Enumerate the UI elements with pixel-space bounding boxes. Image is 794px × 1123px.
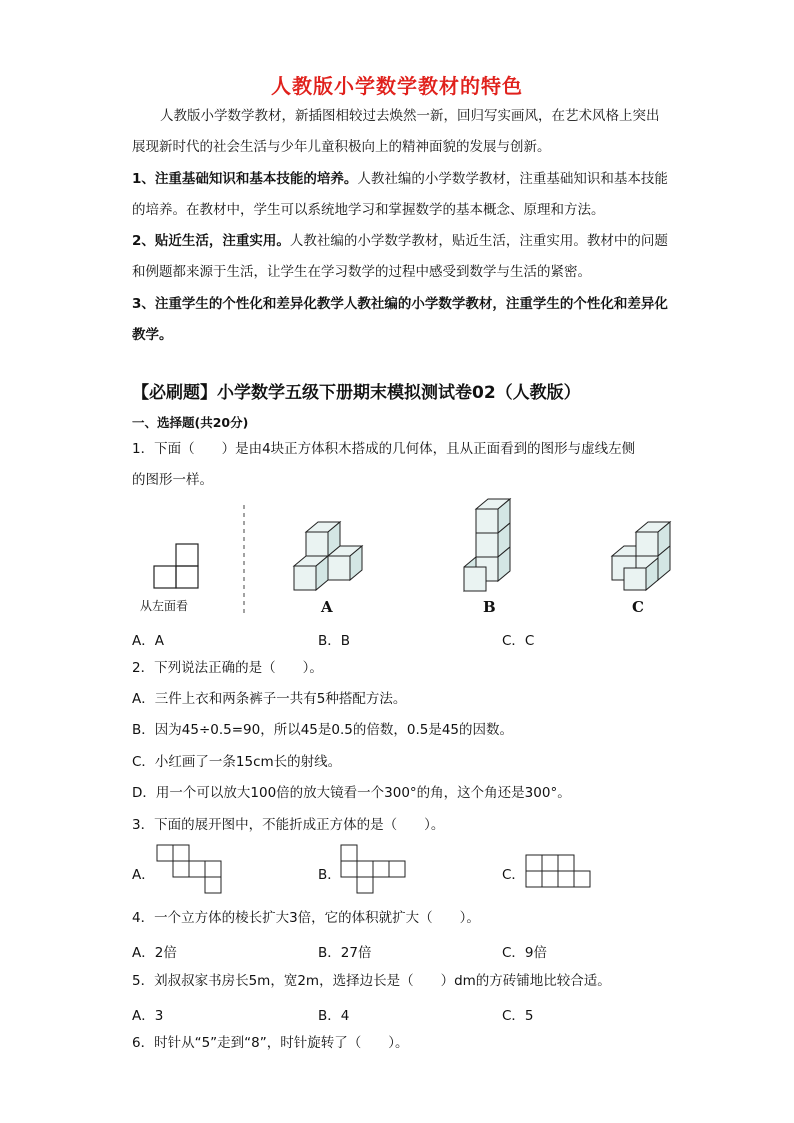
feature-item-3: 3、注重学生的个性化和差异化教学人教社编的小学数学教材，注重学生的个性化和差异化教学。 [132, 296, 668, 343]
q1-left-view-label: 从左面看 [140, 599, 189, 613]
q3-option-c[interactable]: C． [502, 867, 525, 883]
q3-net-c-figure [526, 855, 592, 889]
q5-option-b[interactable]: B．4 [318, 1008, 350, 1024]
q4-option-b[interactable]: B．27倍 [318, 945, 372, 961]
q3-net-b-figure [341, 845, 407, 895]
intro-paragraph: 人教版小学数学教材，新插图相较过去焕然一新，回归写实画风，在艺术风格上突出展现新时代的社会生活与少年儿童积极向上的精神面貌的发展与创新。 [132, 108, 660, 155]
question-2: 2．下列说法正确的是（ ）。 [132, 660, 323, 676]
q1-option-a-figure [290, 520, 370, 595]
q2-option-b[interactable]: B．因为45÷0.5=90，所以45是0.5的倍数，0.5是45的因数。 [132, 722, 514, 738]
q1-front-view-figure [150, 540, 210, 592]
q1-option-c[interactable]: C．C [502, 633, 535, 649]
q1-option-a[interactable]: A．A [132, 633, 164, 649]
q1-option-c-label: C [632, 598, 644, 616]
q3-net-a-figure [157, 845, 223, 895]
question-1-line-1: 1．下面（ ）是由4块正方体积木搭成的几何体，且从正面看到的图形与虚线左侧 [132, 441, 636, 457]
q1-option-c-figure [608, 520, 688, 595]
q4-option-a[interactable]: A．2倍 [132, 945, 177, 961]
question-6: 6．时针从“5”走到“8”，时针旋转了（ ）。 [132, 1035, 409, 1051]
question-4: 4．一个立方体的棱长扩大3倍，它的体积就扩大（ ）。 [132, 910, 480, 926]
feature-item-1-text: 人教社编的小学数学教材，注重基础知识和基本技能的培养。在教材中，学生可以系统地学习和掌握数学的基本概念、原理和方法。 [132, 171, 668, 218]
question-3: 3．下面的展开图中，不能折成正方体的是（ ）。 [132, 817, 445, 833]
feature-item-1-heading: 1、注重基础知识和基本技能的培养。 [132, 171, 358, 187]
q1-option-b[interactable]: B．B [318, 633, 351, 649]
q1-dashed-divider [242, 505, 246, 615]
q3-option-a[interactable]: A． [132, 867, 155, 883]
exam-title: 【必刷题】小学数学五级下册期末模拟测试卷02（人教版） [132, 383, 581, 403]
question-1-line-2: 的图形一样。 [132, 472, 213, 488]
question-5: 5．刘叔叔家书房长5m，宽2m，选择边长是（ ）dm的方砖铺地比较合适。 [132, 973, 611, 989]
q4-option-c[interactable]: C．9倍 [502, 945, 548, 961]
q1-option-a-label: A [321, 598, 333, 616]
feature-item-1 [132, 164, 672, 226]
q2-option-c[interactable]: C．小红画了一条15cm长的射线。 [132, 754, 342, 770]
feature-item-2 [132, 226, 672, 288]
q5-option-a[interactable]: A．3 [132, 1008, 164, 1024]
q5-option-c[interactable]: C．5 [502, 1008, 534, 1024]
q3-option-b[interactable]: B． [318, 867, 341, 883]
feature-item-2-text: 人教社编的小学数学教材，贴近生活，注重实用。教材中的问题和例题都来源于生活，让学生在学习数学的过程中感受到数学与生活的紧密。 [132, 233, 668, 280]
q2-option-d[interactable]: D．用一个可以放大100倍的放大镜看一个300°的角，这个角还是300°。 [132, 785, 571, 801]
q2-option-a[interactable]: A．三件上衣和两条裤子一共有5种搭配方法。 [132, 691, 407, 707]
q1-option-b-label: B [483, 598, 496, 616]
intro-title: 人教版小学数学教材的特色 [271, 74, 523, 98]
q1-option-b-figure [460, 497, 520, 597]
section-heading-choice: 一、选择题(共20分) [132, 415, 249, 430]
feature-item-2-heading: 2、贴近生活，注重实用。 [132, 233, 290, 249]
